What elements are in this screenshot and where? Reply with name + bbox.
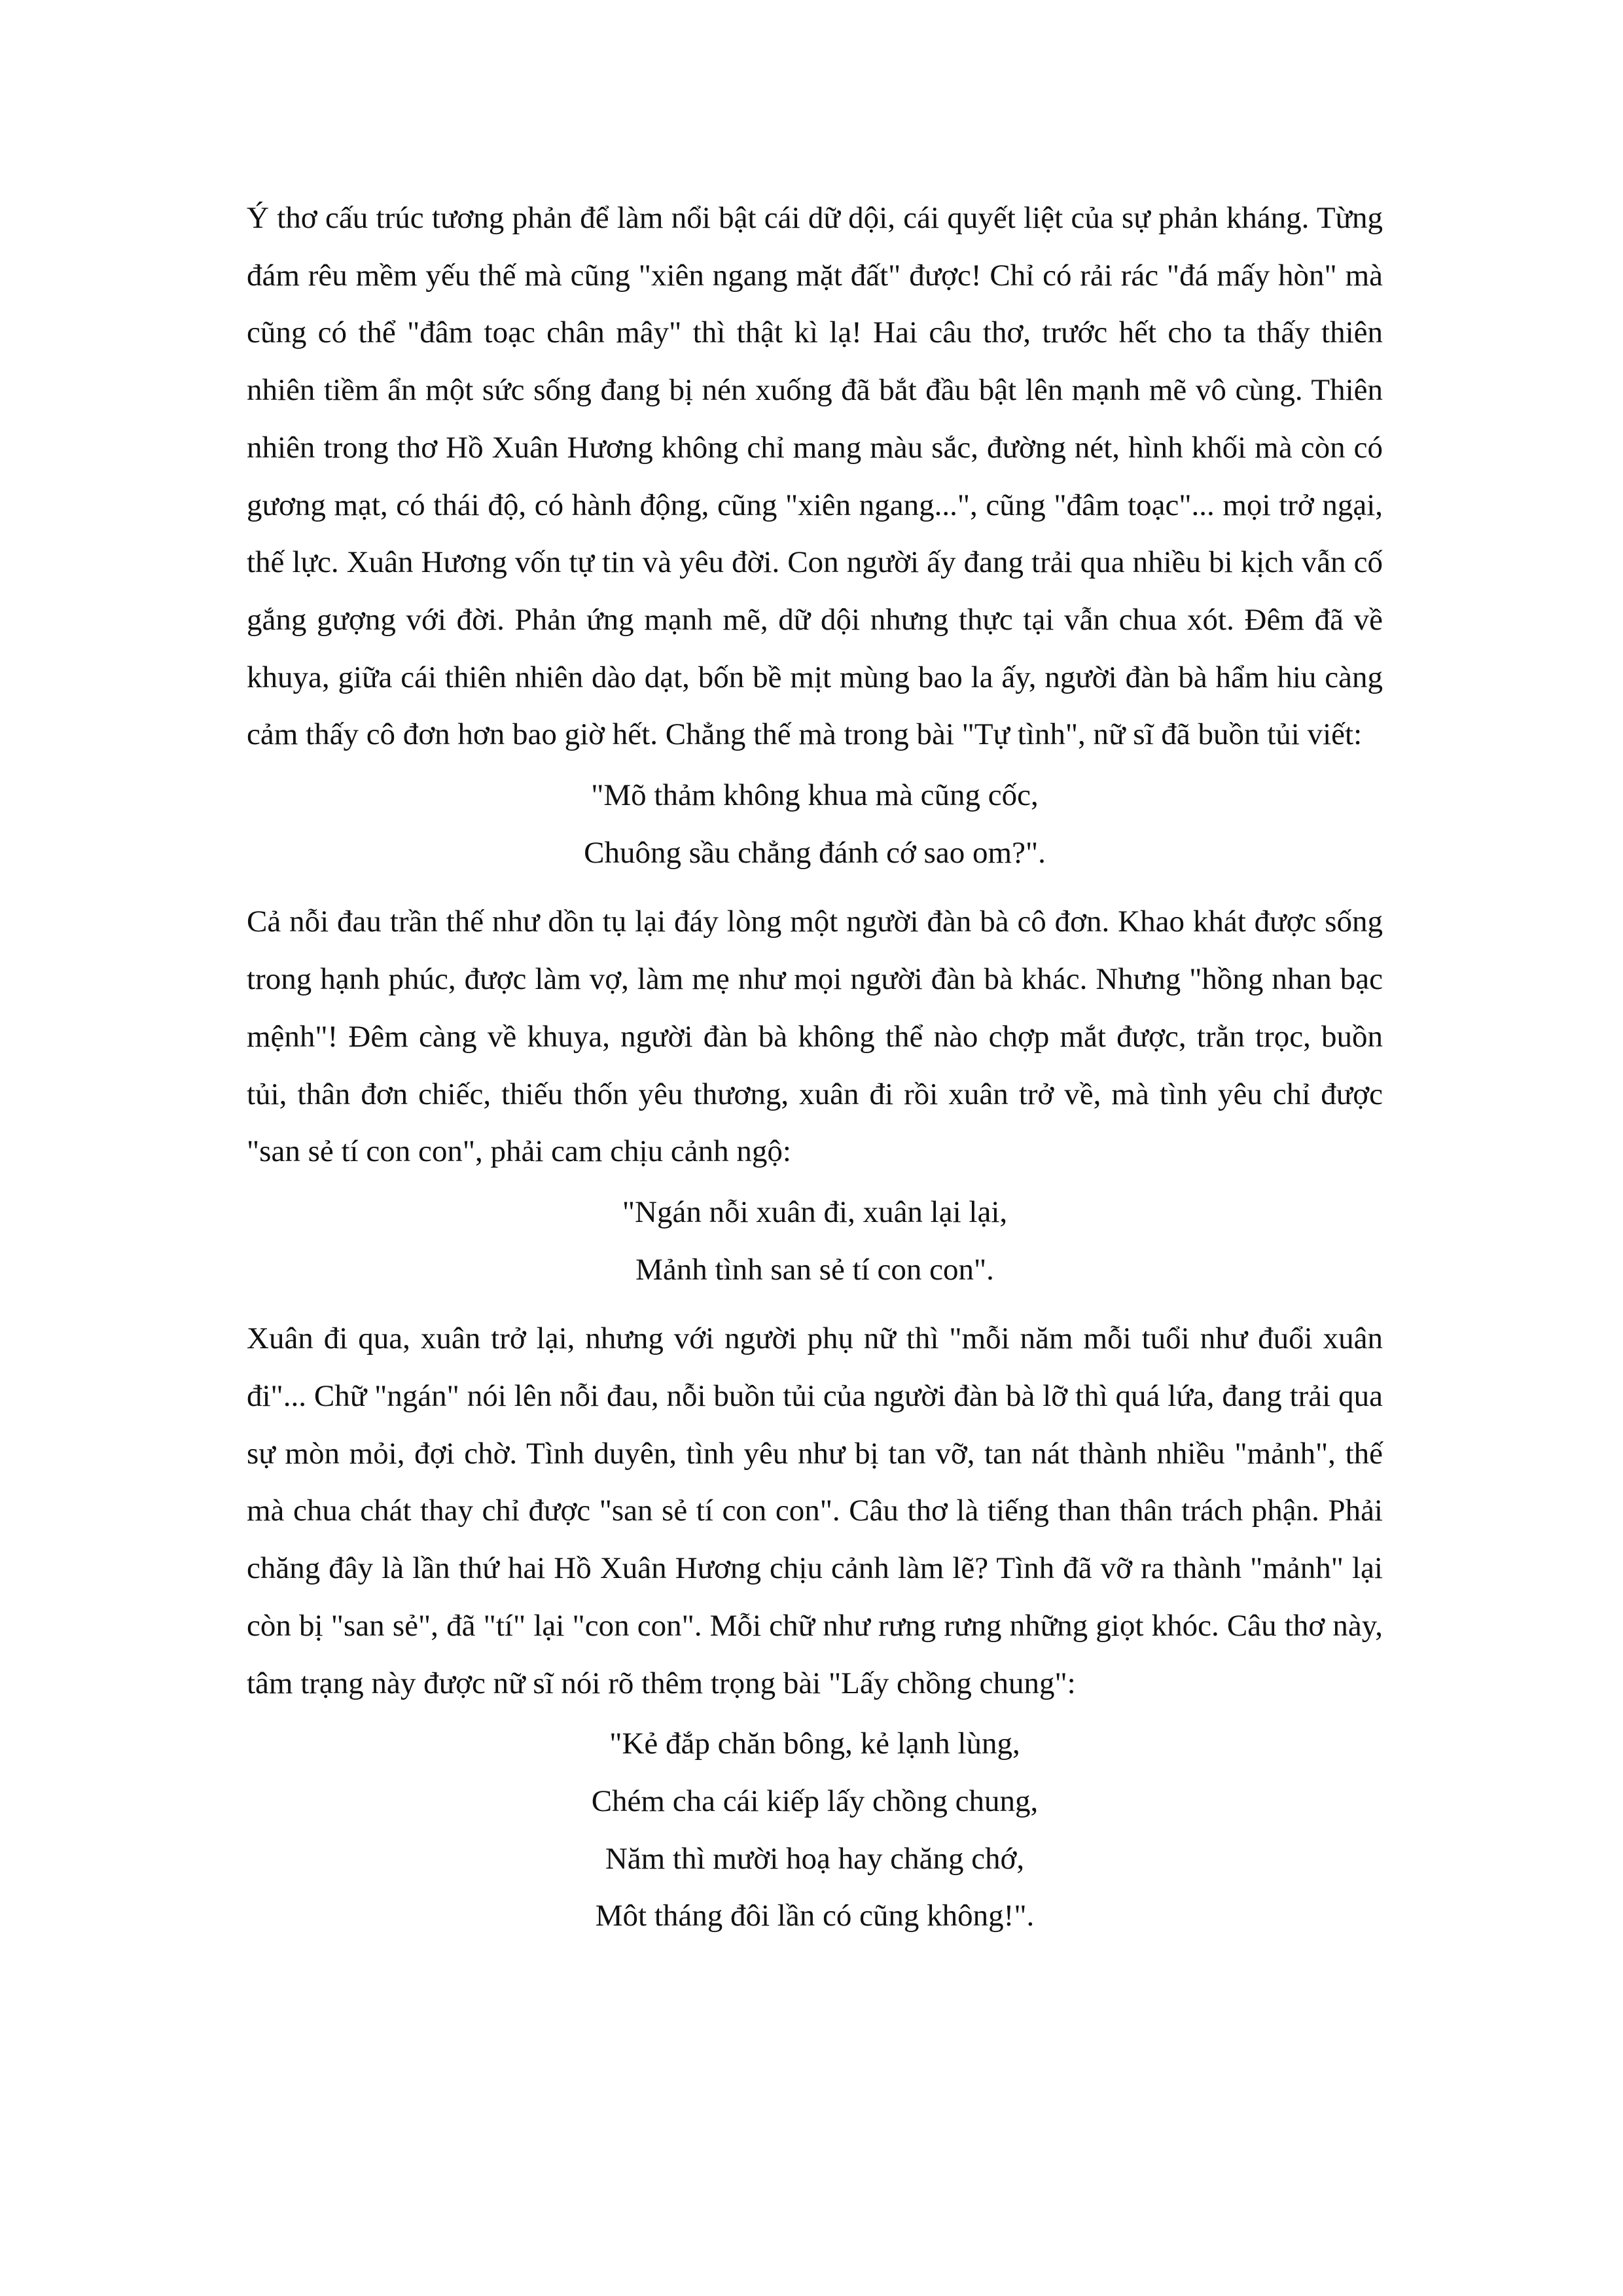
- verse-3: [247, 1715, 1383, 1945]
- document-page: [247, 190, 1383, 1945]
- verse-line: "Ngán nỗi xuân đi, xuân lại lại,: [622, 1194, 1008, 1229]
- verse-2: [247, 1184, 1383, 1299]
- paragraph-3: Xuân đi qua, xuân trở lại, nhưng với người phụ nữ thì "mỗi năm mỗi tuổi như đuổi xuân đi"... Chữ "ngán" nói lên nỗi đau, nỗi buồn tủi của người đàn bà lỡ thì quá lứa, đang trải qua sự mòn mỏi, đợi chờ. Tình duyên, tình yêu như bị tan vỡ, tan nát thành nhiều "mảnh", thế mà chua chát thay chỉ được "san sẻ tí con con". Câu thơ là tiếng than thân trách phận. Phải chăng đây là lần thứ hai Hồ Xuân Hương chịu cảnh làm lẽ? Tình đã vỡ ra thành "mảnh" lại còn bị "san sẻ", đã "tí" lại "con con". Mỗi chữ như rưng rưng những giọt khóc. Câu thơ này, tâm trạng này được nữ sĩ nói rõ thêm trọng bài "Lấy chồng chung":: [247, 1321, 1383, 1700]
- verse-line: "Kẻ đắp chăn bông, kẻ lạnh lùng,: [609, 1727, 1020, 1761]
- verse-1: [247, 767, 1383, 882]
- verse-line: Môt tháng đôi lần có cũng không!".: [595, 1899, 1035, 1933]
- verse-line: Chuông sầu chẳng đánh cớ sao om?".: [584, 835, 1046, 870]
- paragraph-1: Ý thơ cấu trúc tương phản để làm nổi bật cái dữ dội, cái quyết liệt của sự phản kháng. Từng đám rêu mềm yếu thế mà cũng "xiên ngang mặt đất" được! Chỉ có rải rác "đá mấy hòn" mà cũng có thể "đâm toạc chân mây" thì thật kì lạ! Hai câu thơ, trước hết cho ta thấy thiên nhiên tiềm ẩn một sức sống đang bị nén xuống đã bắt đầu bật lên mạnh mẽ vô cùng. Thiên nhiên trong thơ Hồ Xuân Hương không chỉ mang màu sắc, đường nét, hình khối mà còn có gương mạt, có thái độ, có hành động, cũng "xiên ngang...", cũng "đâm toạc"... mọi trở ngại, thế lực. Xuân Hương vốn tự tin và yêu đời. Con người ấy đang trải qua nhiều bi kịch vẫn cố gắng gượng với đời. Phản ứng mạnh mẽ, dữ dội nhưng thực tại vẫn chua xót. Đêm đã về khuya, giữa cái thiên nhiên dào dạt, bốn bề mịt mùng bao la ấy, người đàn bà hẩm hiu càng cảm thấy cô đơn hơn bao giờ hết. Chẳng thế mà trong bài "Tự tình", nữ sĩ đã buồn tủi viết:: [247, 201, 1383, 752]
- verse-line: Mảnh tình san sẻ tí con con".: [635, 1252, 994, 1287]
- paragraph-2: Cả nỗi đau trần thế như dồn tụ lại đáy lòng một người đàn bà cô đơn. Khao khát được sống trong hạnh phúc, được làm vợ, làm mẹ như mọi người đàn bà khác. Nhưng "hồng nhan bạc mệnh"! Đêm càng về khuya, người đàn bà không thể nào chợp mắt được, trằn trọc, buồn tủi, thân đơn chiếc, thiếu thốn yêu thương, xuân đi rồi xuân trở về, mà tình yêu chỉ được "san sẻ tí con con", phải cam chịu cảnh ngộ:: [247, 905, 1383, 1169]
- verse-line: Năm thì mười hoạ hay chăng chớ,: [605, 1841, 1025, 1876]
- verse-line: Chém cha cái kiếp lấy chồng chung,: [591, 1784, 1039, 1818]
- verse-line: "Mõ thảm không khua mà cũng cốc,: [591, 778, 1039, 813]
